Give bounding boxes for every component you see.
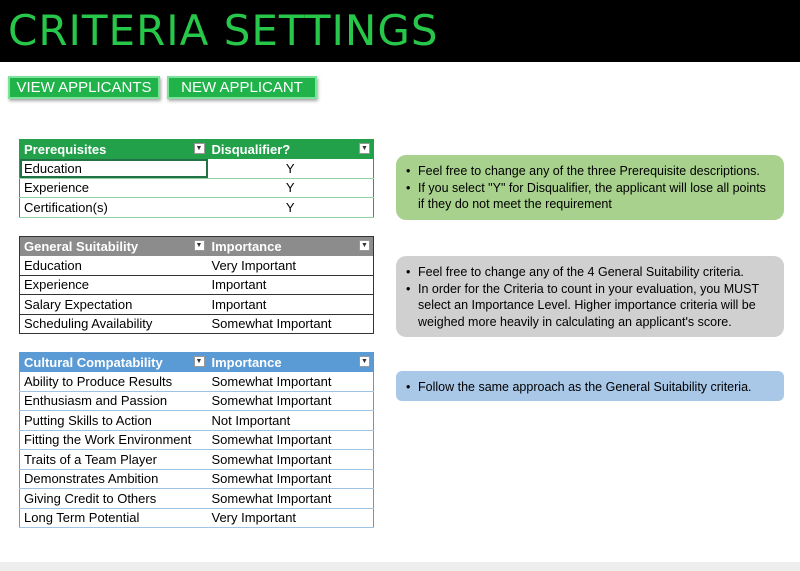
dropdown-arrow-icon[interactable]: ▼	[359, 143, 370, 154]
table-row	[20, 275, 374, 295]
importance-cell[interactable]: Somewhat Important	[208, 391, 374, 411]
note-bullet: • Feel free to change any of the three Prerequisite descriptions.	[406, 163, 774, 180]
bottom-strip	[0, 562, 800, 571]
criteria-cell[interactable]: Enthusiasm and Passion	[20, 391, 208, 411]
column-header-importance	[208, 353, 374, 372]
importance-cell[interactable]: Very Important	[208, 256, 374, 276]
view-applicants-button[interactable]: VIEW APPLICANTS	[8, 76, 160, 99]
table-row	[20, 314, 374, 334]
note-bullet: • In order for the Criteria to count in your evaluation, you MUST select an Importance Level. Higher importance criteria will be weighed more heavily in calculating an applicant's score.	[406, 281, 774, 331]
cultural-compatability-note	[396, 371, 784, 401]
criteria-cell[interactable]: Traits of a Team Player	[20, 450, 208, 470]
general-suitability-note	[396, 256, 784, 337]
column-header-general-suitability	[20, 237, 208, 256]
criteria-cell[interactable]: Salary Expectation	[20, 295, 208, 315]
importance-cell[interactable]: Not Important	[208, 411, 374, 431]
table-row	[20, 450, 374, 470]
table-row	[20, 256, 374, 276]
table-row	[20, 469, 374, 489]
dropdown-arrow-icon[interactable]: ▼	[359, 356, 370, 367]
new-applicant-button[interactable]: NEW APPLICANT	[167, 76, 317, 99]
prerequisite-cell[interactable]: Experience	[20, 178, 208, 198]
column-header-label: Disqualifier?	[211, 141, 291, 157]
note-bullet: • If you select "Y" for Disqualifier, the applicant will lose all points if they do not meet the requirement	[406, 180, 774, 213]
table-row	[20, 489, 374, 509]
note-bullet: • Feel free to change any of the 4 General Suitability criteria.	[406, 264, 774, 281]
importance-cell[interactable]: Somewhat Important	[208, 469, 374, 489]
criteria-cell[interactable]: Demonstrates Ambition	[20, 469, 208, 489]
criteria-cell[interactable]: Long Term Potential	[20, 508, 208, 528]
header-bar	[0, 0, 800, 62]
importance-cell[interactable]: Somewhat Important	[208, 450, 374, 470]
column-header-label: Importance	[211, 354, 282, 370]
table-row	[20, 159, 374, 179]
dropdown-arrow-icon[interactable]: ▼	[194, 143, 205, 154]
disqualifier-cell[interactable]: Y	[208, 178, 374, 198]
importance-cell[interactable]: Important	[208, 275, 374, 295]
table-row	[20, 391, 374, 411]
table-row	[20, 372, 374, 392]
criteria-cell[interactable]: Education	[20, 256, 208, 276]
importance-cell[interactable]: Very Important	[208, 508, 374, 528]
dropdown-arrow-icon[interactable]: ▼	[359, 240, 370, 251]
table-row	[20, 411, 374, 431]
importance-cell[interactable]: Somewhat Important	[208, 372, 374, 392]
column-header-label: General Suitability	[24, 238, 139, 254]
column-header-label: Importance	[211, 238, 282, 254]
column-header-prerequisites	[20, 140, 208, 159]
disqualifier-cell[interactable]: Y	[208, 159, 374, 179]
criteria-cell[interactable]: Experience	[20, 275, 208, 295]
dropdown-arrow-icon[interactable]: ▼	[194, 356, 205, 367]
criteria-cell[interactable]: Putting Skills to Action	[20, 411, 208, 431]
table-row	[20, 508, 374, 528]
table-row	[20, 430, 374, 450]
criteria-cell[interactable]: Fitting the Work Environment	[20, 430, 208, 450]
importance-cell[interactable]: Somewhat Important	[208, 430, 374, 450]
prerequisites-table	[19, 139, 374, 218]
table-row	[20, 198, 374, 218]
column-header-label: Prerequisites	[24, 141, 107, 157]
importance-cell[interactable]: Somewhat Important	[208, 314, 374, 334]
column-header-cultural-compatability	[20, 353, 208, 372]
general-suitability-table	[19, 236, 374, 334]
page-title: CRITERIA SETTINGS	[8, 6, 439, 55]
note-bullet: • Follow the same approach as the General Suitability criteria.	[406, 379, 774, 396]
disqualifier-cell[interactable]: Y	[208, 198, 374, 218]
prerequisite-cell[interactable]: Certification(s)	[20, 198, 208, 218]
criteria-cell[interactable]: Ability to Produce Results	[20, 372, 208, 392]
criteria-cell[interactable]: Giving Credit to Others	[20, 489, 208, 509]
importance-cell[interactable]: Somewhat Important	[208, 489, 374, 509]
column-header-label: Cultural Compatability	[24, 354, 163, 370]
cultural-compatability-table	[19, 352, 374, 528]
column-header-importance	[208, 237, 374, 256]
table-row	[20, 295, 374, 315]
prerequisite-cell[interactable]: Education	[20, 159, 208, 179]
importance-cell[interactable]: Important	[208, 295, 374, 315]
criteria-cell[interactable]: Scheduling Availability	[20, 314, 208, 334]
prerequisites-note	[396, 155, 784, 220]
table-row	[20, 178, 374, 198]
dropdown-arrow-icon[interactable]: ▼	[194, 240, 205, 251]
column-header-disqualifier	[208, 140, 374, 159]
